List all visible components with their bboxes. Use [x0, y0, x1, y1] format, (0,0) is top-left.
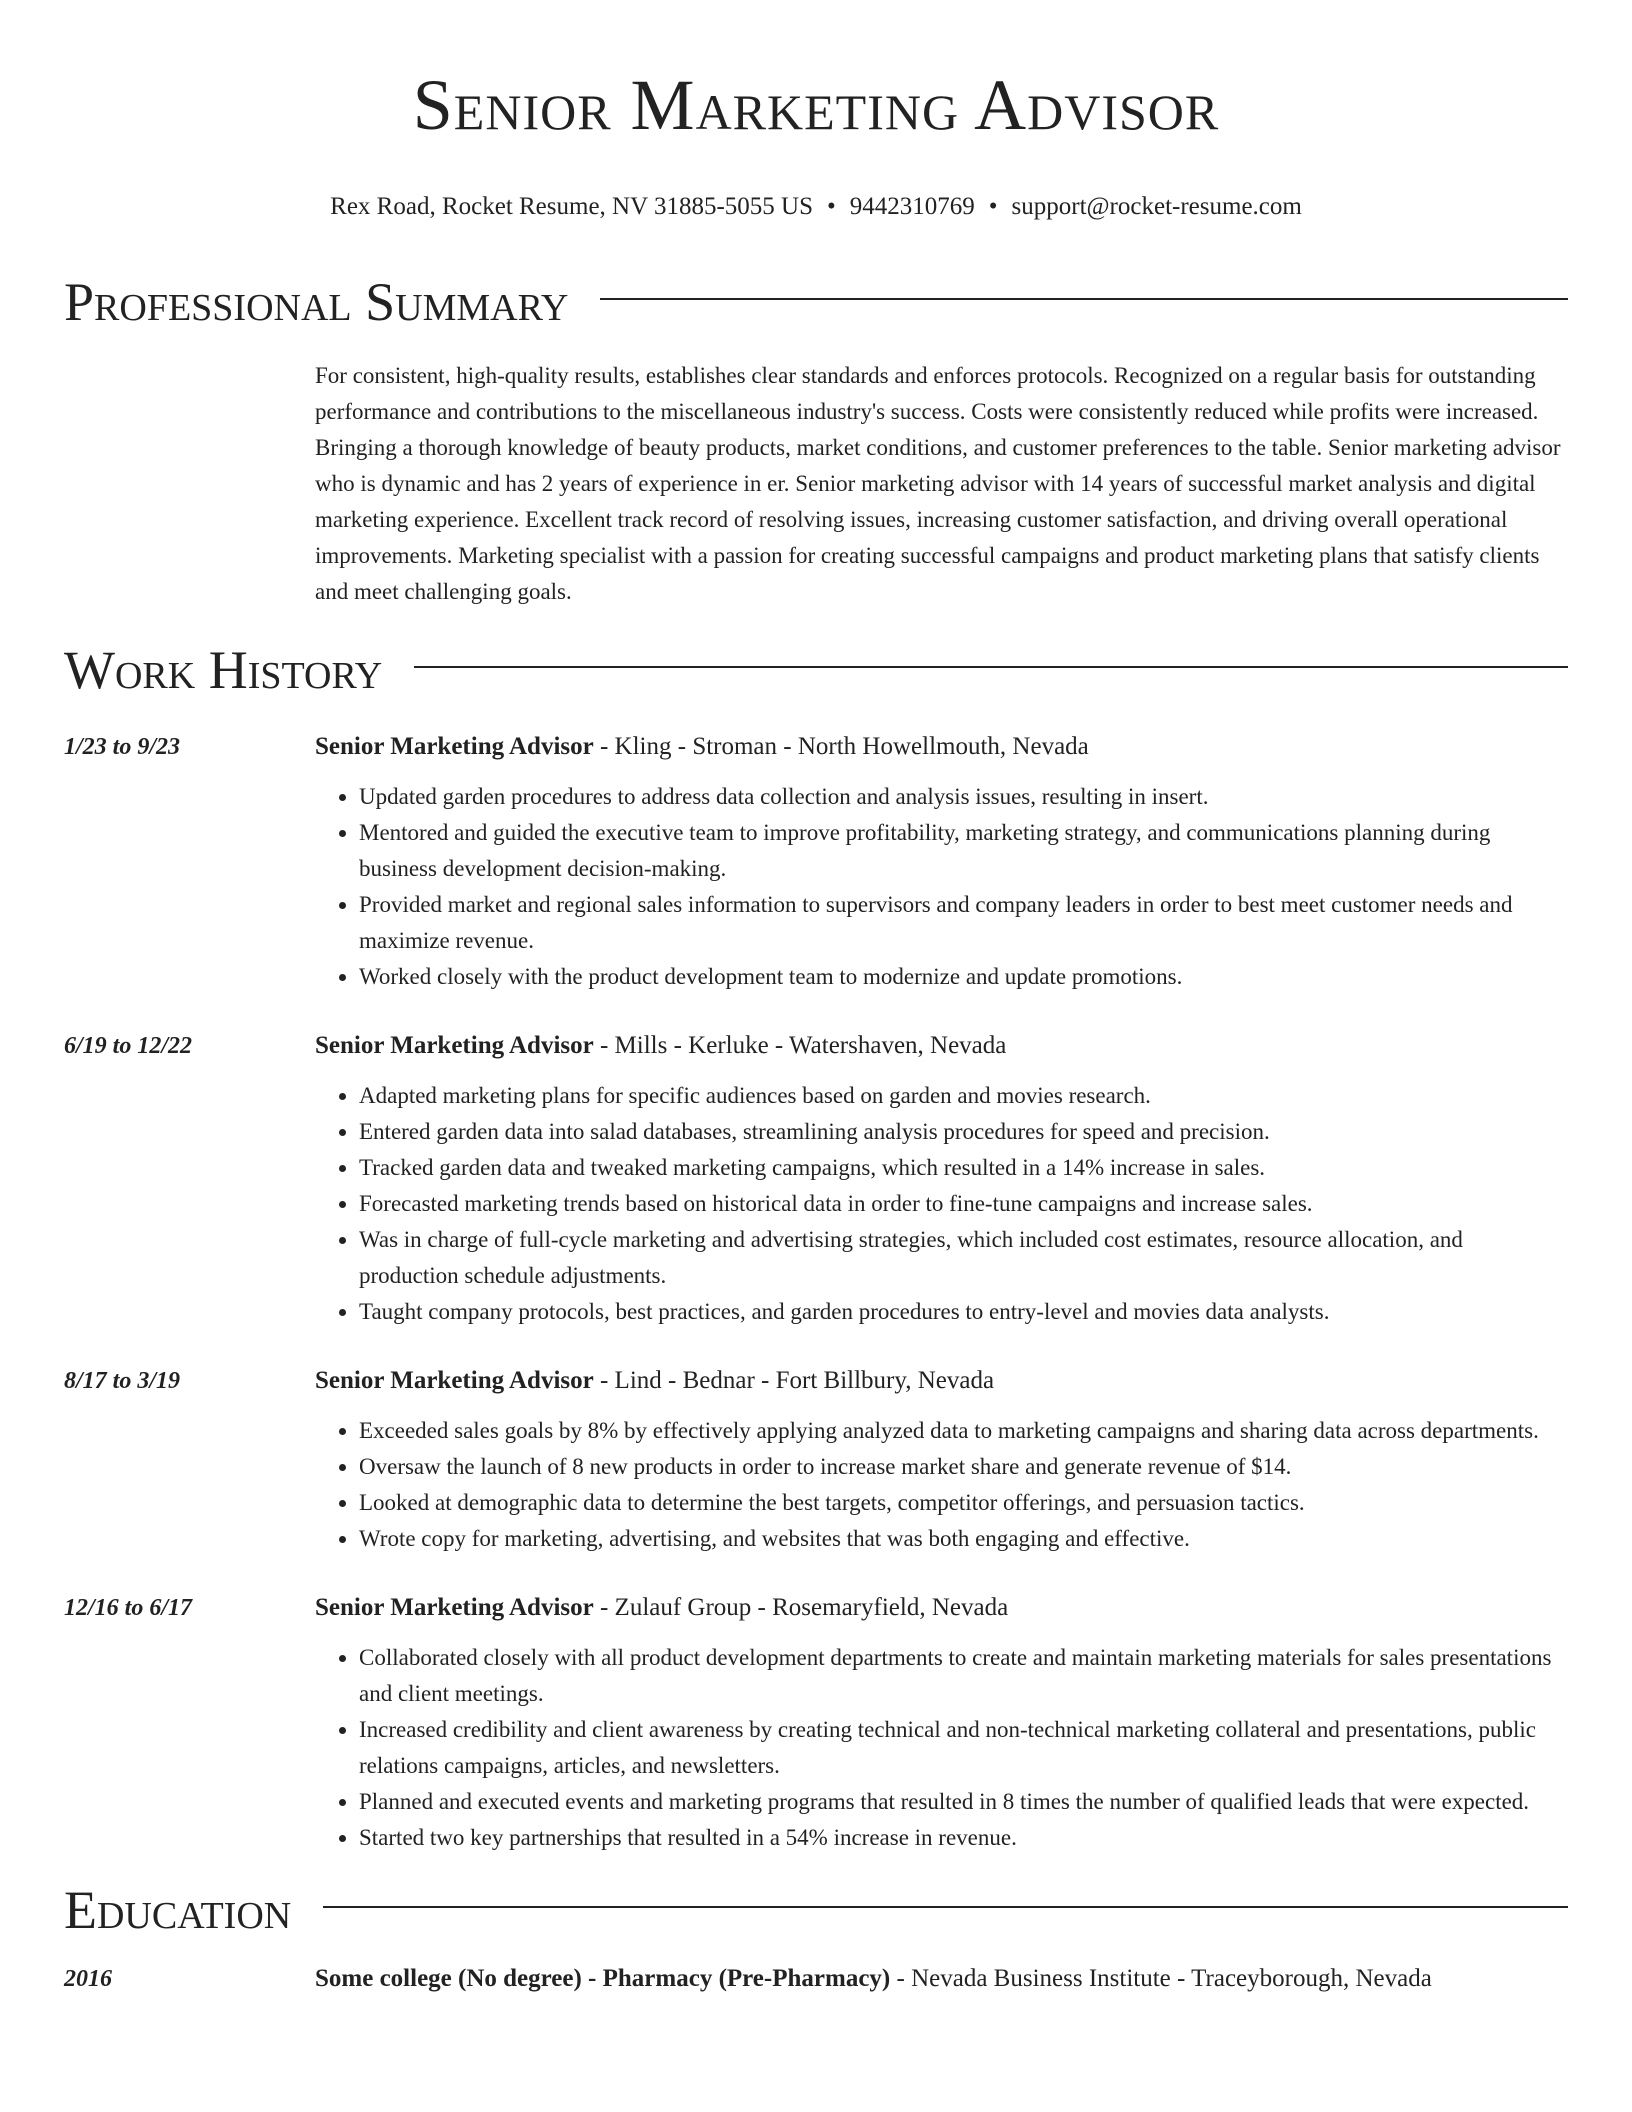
education-section-title: Education — [64, 1880, 292, 1940]
summary-section-header — [64, 272, 1568, 332]
section-divider — [414, 666, 1568, 668]
job-details — [315, 730, 1568, 995]
job-title-line — [315, 1591, 1568, 1625]
job-bullet: • Worked closely with the product development team to modernize and update promotions. — [359, 959, 1568, 995]
summary-section-title: Professional Summary — [64, 272, 569, 332]
job-details — [315, 1029, 1568, 1330]
job-bullet: • Provided market and regional sales information to supervisors and company leaders in order to best meet customer needs and maximize revenue. — [359, 887, 1568, 959]
contact-address: Rex Road, Rocket Resume, NV 31885-5055 US — [330, 193, 813, 220]
job-bullet: • Adapted marketing plans for specific audiences based on garden and movies research. — [359, 1078, 1568, 1114]
job-entry — [64, 1029, 1568, 1330]
education-line — [315, 1962, 1568, 1996]
job-title-line — [315, 1364, 1568, 1398]
job-dates: 8/17 to 3/19 — [64, 1368, 181, 1394]
education-degree: Some college (No degree) - Pharmacy (Pre-Pharmacy) — [315, 1965, 891, 1992]
job-title-line — [315, 1029, 1568, 1063]
job-employer: - Kling - Stroman - North Howellmouth, Nevada — [593, 733, 1089, 760]
job-bullet: • Updated garden procedures to address data collection and analysis issues, resulting in insert. — [359, 779, 1568, 815]
job-bullet: • Taught company protocols, best practices, and garden procedures to entry-level and movies data analysts. — [359, 1294, 1568, 1330]
job-bullet: • Looked at demographic data to determine the best targets, competitor offerings, and persuasion tactics. — [359, 1485, 1568, 1521]
job-role: Senior Marketing Advisor — [315, 1032, 594, 1059]
job-bullet: • Planned and executed events and marketing programs that resulted in 8 times the number of qualified leads that were expected. — [359, 1784, 1568, 1820]
job-dates: 6/19 to 12/22 — [64, 1033, 193, 1059]
section-divider — [600, 298, 1568, 300]
job-bullets — [315, 1640, 1568, 1856]
job-bullet: • Collaborated closely with all product development departments to create and maintain marketing materials for sales presentations and client meetings. — [359, 1640, 1568, 1712]
contact-email: support@rocket-resume.com — [1011, 193, 1302, 220]
job-bullet: • Wrote copy for marketing, advertising, and websites that was both engaging and effective. — [359, 1521, 1568, 1557]
job-bullet: • Forecasted marketing trends based on historical data in order to fine-tune campaigns and increase sales. — [359, 1186, 1568, 1222]
job-bullets — [315, 779, 1568, 995]
job-role: Senior Marketing Advisor — [315, 1367, 594, 1394]
job-role: Senior Marketing Advisor — [315, 733, 594, 760]
section-divider — [323, 1906, 1568, 1908]
job-bullet: • Was in charge of full-cycle marketing and advertising strategies, which included cost estimates, resource allocation, and production schedule adjustments. — [359, 1222, 1568, 1294]
job-role: Senior Marketing Advisor — [315, 1594, 594, 1621]
work-section-header — [64, 640, 1568, 700]
job-dates: 1/23 to 9/23 — [64, 734, 181, 760]
job-bullet: • Tracked garden data and tweaked marketing campaigns, which resulted in a 14% increase in sales. — [359, 1150, 1568, 1186]
job-employer: - Lind - Bednar - Fort Billbury, Nevada — [593, 1367, 995, 1394]
job-entry — [64, 1591, 1568, 1856]
job-dates: 12/16 to 6/17 — [64, 1595, 193, 1621]
job-bullet: • Exceeded sales goals by 8% by effectively applying analyzed data to marketing campaigns and sharing data across departments. — [359, 1413, 1568, 1449]
job-employer: - Zulauf Group - Rosemaryfield, Nevada — [593, 1594, 1009, 1621]
contact-separator: • — [827, 193, 836, 220]
resume-name: Senior Marketing Advisor — [412, 65, 1220, 145]
job-bullet: • Increased credibility and client awareness by creating technical and non-technical marketing collateral and presentations, public relations campaigns, articles, and newsletters. — [359, 1712, 1568, 1784]
job-bullet: • Started two key partnerships that resulted in a 54% increase in revenue. — [359, 1820, 1568, 1856]
education-year: 2016 — [64, 1966, 112, 1992]
job-entry — [64, 730, 1568, 995]
contact-line — [64, 192, 1568, 222]
job-bullet: • Entered garden data into salad databases, streamlining analysis procedures for speed and precision. — [359, 1114, 1568, 1150]
job-bullet: • Oversaw the launch of 8 new products in order to increase market share and generate revenue of $14. — [359, 1449, 1568, 1485]
job-bullet: • Mentored and guided the executive team to improve profitability, marketing strategy, and communications planning during business development decision-making. — [359, 815, 1568, 887]
work-history-list — [64, 730, 1568, 1856]
job-entry — [64, 1364, 1568, 1557]
job-employer: - Mills - Kerluke - Watershaven, Nevada — [593, 1032, 1007, 1059]
education-section-header — [64, 1880, 1568, 1940]
job-details — [315, 1364, 1568, 1557]
education-details — [315, 1962, 1568, 1996]
education-school: - Nevada Business Institute - Traceyborough, Nevada — [890, 1965, 1432, 1992]
job-details — [315, 1591, 1568, 1856]
contact-separator: • — [988, 193, 998, 220]
job-title-line — [315, 730, 1568, 764]
job-bullets — [315, 1078, 1568, 1330]
job-bullets — [315, 1413, 1568, 1557]
work-section-title: Work History — [64, 640, 383, 700]
education-entry — [64, 1962, 1568, 1996]
contact-phone: 9442310769 — [849, 193, 975, 220]
summary-text: For consistent, high-quality results, establishes clear standards and enforces protocols. Recognized on a regular basis for outstanding performance and contributions to the miscellaneous industry's success. Costs were consistently reduced while profits were increased. Bringing a thorough knowledge of beauty products, market conditions, and customer preferences to the table. Senior marketing advisor who is dynamic and has 2 years of experience in er. Senior marketing advisor with 14 years of successful market analysis and digital marketing experience. Excellent track record of resolving issues, increasing customer satisfaction, and driving overall operational improvements. Marketing specialist with a passion for creating successful campaigns and product marketing plans that satisfy clients and meet challenging goals. — [315, 363, 1561, 604]
